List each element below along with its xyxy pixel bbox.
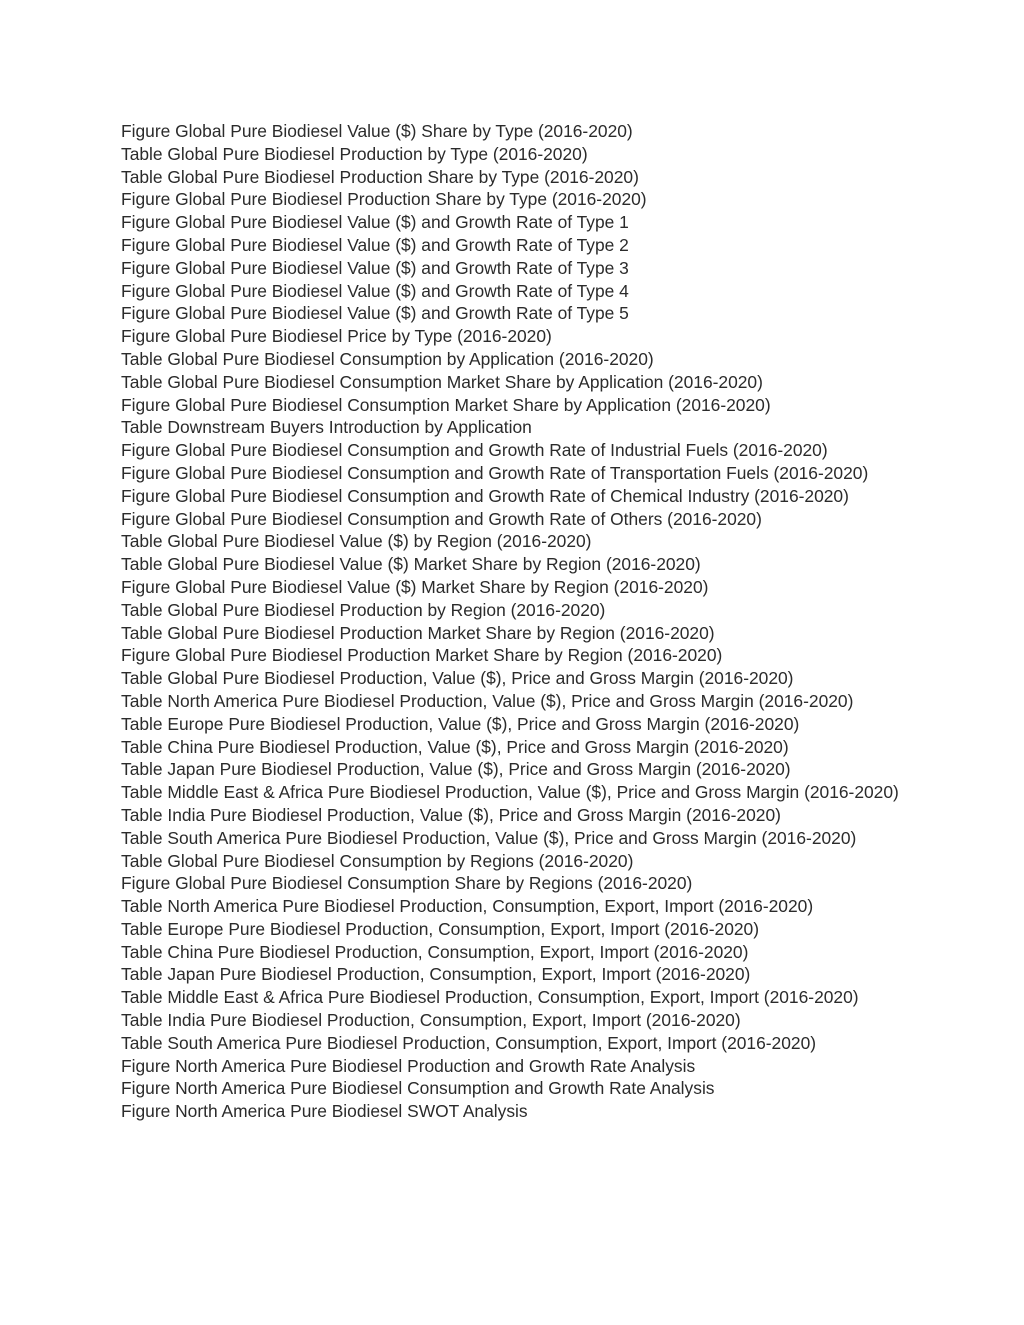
list-item: Table Global Pure Biodiesel Production by Type (2016-2020) — [121, 143, 588, 164]
list-item: Figure Global Pure Biodiesel Consumption and Growth Rate of Industrial Fuels (2016-2020) — [121, 440, 828, 461]
list-item: Table Global Pure Biodiesel Consumption by Application (2016-2020) — [121, 348, 654, 369]
list-item: Table Global Pure Biodiesel Value ($) by Region (2016-2020) — [121, 531, 592, 552]
list-item: Table Japan Pure Biodiesel Production, Value ($), Price and Gross Margin (2016-2020) — [121, 759, 791, 780]
list-item: Figure Global Pure Biodiesel Consumption and Growth Rate of Transportation Fuels (2016-2020) — [121, 462, 869, 483]
list-item: Table Middle East & Africa Pure Biodiesel Production, Consumption, Export, Import (2016-2020) — [121, 987, 859, 1008]
list-item: Table Japan Pure Biodiesel Production, Consumption, Export, Import (2016-2020) — [121, 964, 751, 985]
list-item: Table Europe Pure Biodiesel Production, Consumption, Export, Import (2016-2020) — [121, 918, 760, 939]
list-item: Table Downstream Buyers Introduction by Application — [121, 417, 532, 438]
list-item: Figure Global Pure Biodiesel Production Share by Type (2016-2020) — [121, 189, 647, 210]
list-item: Table Global Pure Biodiesel Consumption by Regions (2016-2020) — [121, 850, 634, 871]
list-item: Figure Global Pure Biodiesel Value ($) and Growth Rate of Type 4 — [121, 280, 629, 301]
list-item: Table Global Pure Biodiesel Consumption Market Share by Application (2016-2020) — [121, 371, 763, 392]
list-item: Figure Global Pure Biodiesel Consumption and Growth Rate of Others (2016-2020) — [121, 508, 762, 529]
list-item: Figure Global Pure Biodiesel Consumption Market Share by Application (2016-2020) — [121, 394, 771, 415]
list-item: Table China Pure Biodiesel Production, Consumption, Export, Import (2016-2020) — [121, 941, 749, 962]
list-item: Table Global Pure Biodiesel Production Share by Type (2016-2020) — [121, 166, 639, 187]
list-item: Table India Pure Biodiesel Production, Value ($), Price and Gross Margin (2016-2020) — [121, 804, 781, 825]
list-item: Table Global Pure Biodiesel Production Market Share by Region (2016-2020) — [121, 622, 715, 643]
list-item: Figure Global Pure Biodiesel Value ($) and Growth Rate of Type 3 — [121, 257, 629, 278]
list-item: Figure North America Pure Biodiesel SWOT Analysis — [121, 1101, 528, 1122]
list-item: Table North America Pure Biodiesel Production, Value ($), Price and Gross Margin (2016-2020) — [121, 690, 854, 711]
list-item: Figure North America Pure Biodiesel Production and Growth Rate Analysis — [121, 1055, 696, 1076]
list-item: Figure Global Pure Biodiesel Value ($) and Growth Rate of Type 5 — [121, 303, 629, 324]
list-item: Table South America Pure Biodiesel Production, Value ($), Price and Gross Margin (2016-2020) — [121, 827, 857, 848]
list-item: Figure Global Pure Biodiesel Price by Type (2016-2020) — [121, 326, 552, 347]
list-item: Figure Global Pure Biodiesel Value ($) and Growth Rate of Type 2 — [121, 234, 629, 255]
list-item: Table Middle East & Africa Pure Biodiesel Production, Value ($), Price and Gross Margin (2016-2020) — [121, 782, 899, 803]
list-item: Table Global Pure Biodiesel Production by Region (2016-2020) — [121, 599, 606, 620]
list-item: Table China Pure Biodiesel Production, Value ($), Price and Gross Margin (2016-2020) — [121, 736, 789, 757]
list-item: Table Europe Pure Biodiesel Production, Value ($), Price and Gross Margin (2016-2020) — [121, 713, 800, 734]
list-item: Table Global Pure Biodiesel Value ($) Market Share by Region (2016-2020) — [121, 554, 701, 575]
list-item: Figure Global Pure Biodiesel Production Market Share by Region (2016-2020) — [121, 645, 723, 666]
list-item: Table North America Pure Biodiesel Production, Consumption, Export, Import (2016-2020) — [121, 896, 814, 917]
document-page — [121, 120, 911, 1123]
list-item: Figure Global Pure Biodiesel Consumption Share by Regions (2016-2020) — [121, 873, 693, 894]
list-item: Figure North America Pure Biodiesel Consumption and Growth Rate Analysis — [121, 1078, 715, 1099]
list-item: Table India Pure Biodiesel Production, Consumption, Export, Import (2016-2020) — [121, 1010, 741, 1031]
list-item: Figure Global Pure Biodiesel Consumption and Growth Rate of Chemical Industry (2016-2020) — [121, 485, 849, 506]
list-item: Figure Global Pure Biodiesel Value ($) and Growth Rate of Type 1 — [121, 212, 629, 233]
list-item: Figure Global Pure Biodiesel Value ($) Market Share by Region (2016-2020) — [121, 576, 709, 597]
list-item: Table Global Pure Biodiesel Production, Value ($), Price and Gross Margin (2016-2020) — [121, 668, 794, 689]
list-item: Figure Global Pure Biodiesel Value ($) Share by Type (2016-2020) — [121, 121, 633, 141]
list-item: Table South America Pure Biodiesel Production, Consumption, Export, Import (2016-2020) — [121, 1032, 817, 1053]
